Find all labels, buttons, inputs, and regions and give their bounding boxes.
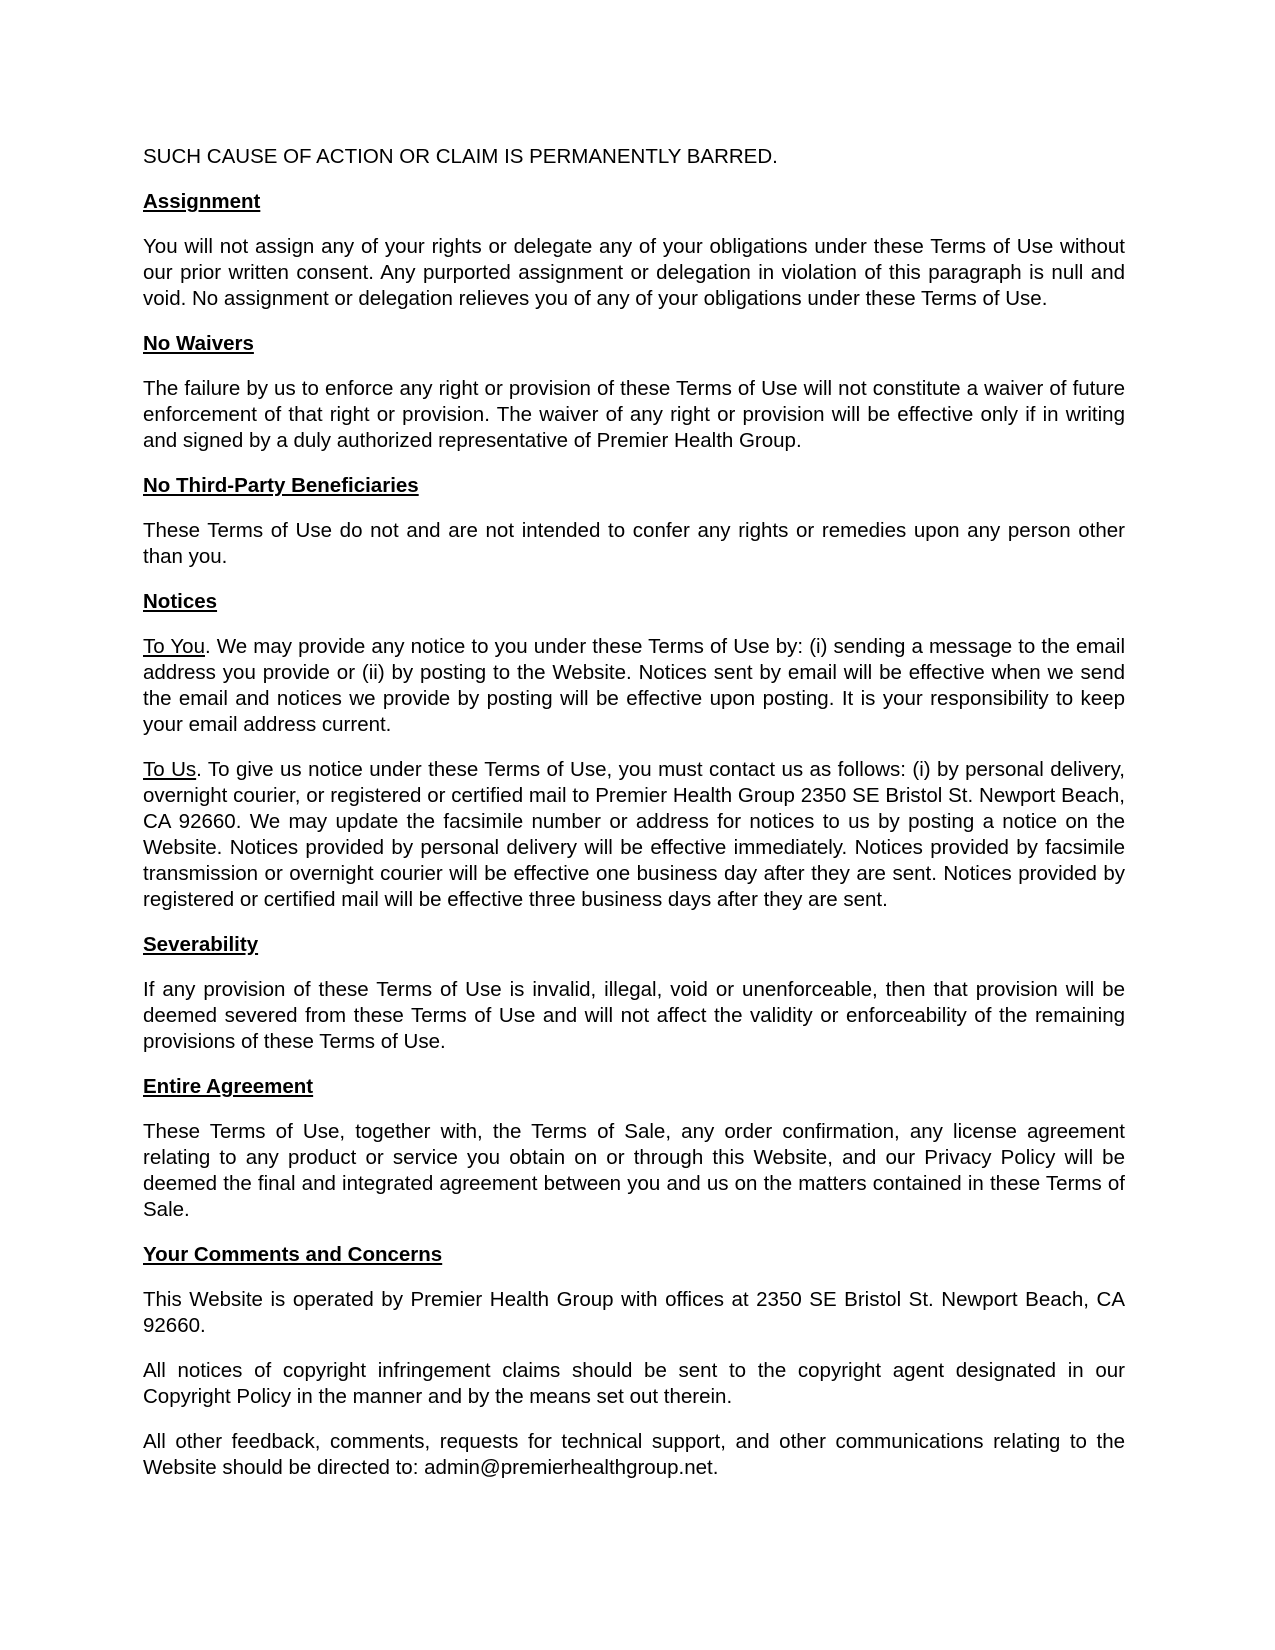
body-paragraph: This Website is operated by Premier Health Group with offices at 2350 SE Bristol St. Newport Beach, CA 92660. bbox=[143, 1288, 1125, 1337]
section-heading: No Waivers bbox=[143, 332, 254, 355]
body-paragraph: The failure by us to enforce any right or provision of these Terms of Use will not constitute a waiver of future enforcement of that right or provision. The waiver of any right or provision will be effective only if in writing and signed by a duly authorized representative of Premier Health Group. bbox=[143, 377, 1125, 452]
body-paragraph: To You. We may provide any notice to you under these Terms of Use by: (i) sending a message to the email address you provide or (ii) by posting to the Website. Notices sent by email will be effective when we send the email and notices we provide by posting will be effective upon posting. It is your responsibility to keep your email address current. bbox=[143, 635, 1125, 736]
body-paragraph: These Terms of Use, together with, the Terms of Sale, any order confirmation, any license agreement relating to any product or service you obtain on or through this Website, and our Privacy Policy will be deemed the final and integrated agreement between you and us on the matters contained in these Terms of Sale. bbox=[143, 1120, 1125, 1221]
body-paragraph: To Us. To give us notice under these Terms of Use, you must contact us as follows: (i) by personal delivery, overnight courier, or registered or certified mail to Premier Health Group 2350 SE Bristol St. Newport Beach, CA 92660. We may update the facsimile number or address for notices to us by posting a notice on the Website. Notices provided by personal delivery will be effective immediately. Notices provided by facsimile transmission or overnight courier will be effective one business day after they are sent. Notices provided by registered or certified mail will be effective three business days after they are sent. bbox=[143, 758, 1126, 911]
body-paragraph: SUCH CAUSE OF ACTION OR CLAIM IS PERMANENTLY BARRED. bbox=[143, 145, 778, 168]
section-heading: Severability bbox=[143, 933, 259, 956]
document-content bbox=[143, 144, 1125, 1481]
body-paragraph: All notices of copyright infringement claims should be sent to the copyright agent designated in our Copyright Policy in the manner and by the means set out therein. bbox=[143, 1359, 1125, 1408]
section-heading: Notices bbox=[143, 590, 218, 613]
section-heading: Entire Agreement bbox=[143, 1075, 314, 1098]
body-paragraph: These Terms of Use do not and are not intended to confer any rights or remedies upon any person other than you. bbox=[143, 519, 1125, 568]
body-paragraph: All other feedback, comments, requests for technical support, and other communications relating to the Website should be directed to: admin@premierhealthgroup.net. bbox=[143, 1430, 1125, 1479]
underlined-lead: To You bbox=[143, 635, 205, 658]
section-heading: No Third-Party Beneficiaries bbox=[143, 474, 419, 497]
body-paragraph: You will not assign any of your rights or delegate any of your obligations under these Terms of Use without our prior written consent. Any purported assignment or delegation in violation of this paragraph is null and void. No assignment or delegation relieves you of any of your obligations under these Terms of Use. bbox=[143, 235, 1125, 310]
section-heading: Assignment bbox=[143, 190, 261, 213]
section-heading: Your Comments and Concerns bbox=[143, 1243, 443, 1266]
underlined-lead: To Us bbox=[143, 758, 197, 781]
body-paragraph: If any provision of these Terms of Use is invalid, illegal, void or unenforceable, then that provision will be deemed severed from these Terms of Use and will not affect the validity or enforceability of the remaining provisions of these Terms of Use. bbox=[143, 978, 1125, 1053]
